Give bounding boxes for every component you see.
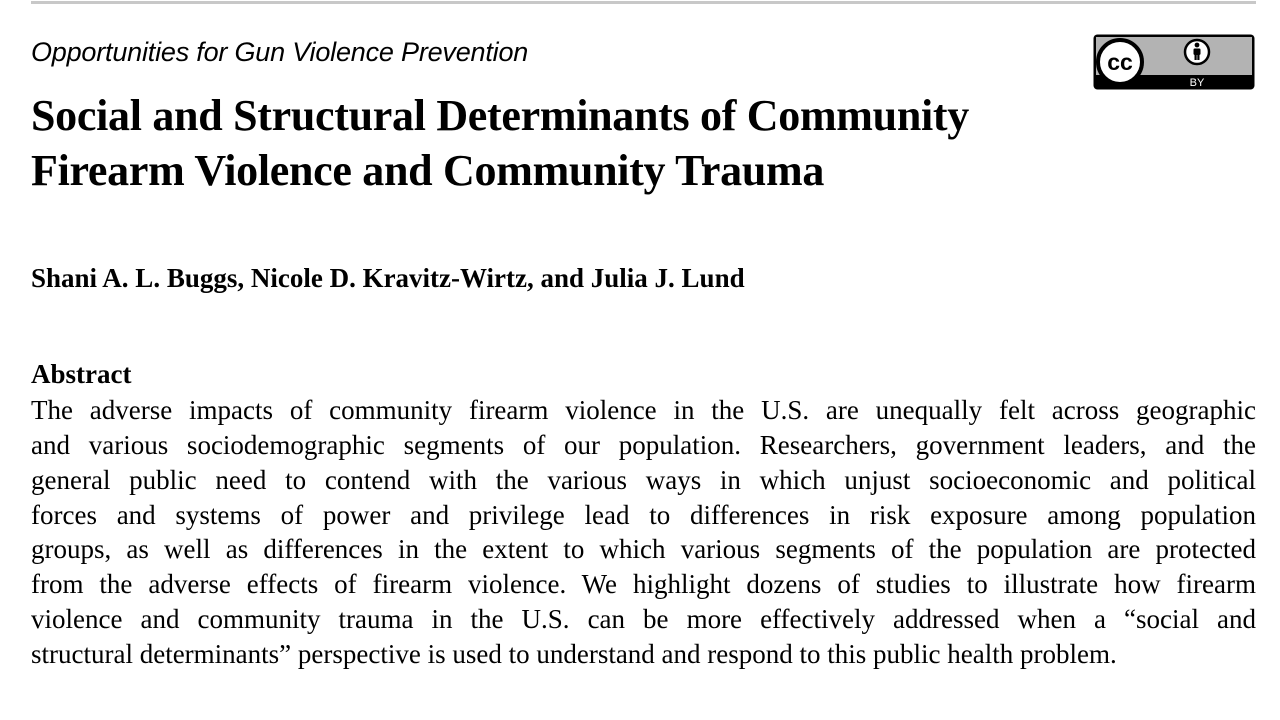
paper-title — [31, 88, 969, 198]
cc-text: cc — [1107, 49, 1133, 75]
abstract-line: The adverse impacts of community firearm violence in the U.S. are unequally felt across geographic — [31, 395, 1256, 425]
abstract-line: forces and systems of power and privilege lead to differences in risk exposure among population — [31, 499, 1256, 530]
by-text: BY — [1189, 77, 1205, 89]
title-line: Firearm Violence and Community Trauma — [31, 146, 825, 195]
abstract-heading: Abstract — [31, 359, 132, 389]
abstract-line: and various sociodemographic segments of our population. Researchers, government leaders, and the — [31, 429, 1256, 460]
abstract-line: structural determinants” perspective is used to understand and respond to this public health problem. — [31, 638, 1117, 669]
abstract-line: violence and community trauma in the U.S. can be more effectively addressed when a “social and — [31, 604, 1256, 635]
top-rule — [31, 1, 1256, 4]
title-line: Social and Structural Determinants of Community — [31, 91, 969, 140]
abstract-line: groups, as well as differences in the extent to which various segments of the population are protected — [31, 534, 1256, 565]
abstract-line: general public need to contend with the various ways in which unjust socioeconomic and political — [31, 464, 1256, 495]
author-list: Shani A. L. Buggs, Nicole D. Kravitz-Wirtz, and Julia J. Lund — [31, 263, 745, 293]
series-label: Opportunities for Gun Violence Prevention — [31, 37, 529, 67]
attribution-person-icon — [1185, 40, 1209, 64]
abstract-body — [31, 393, 1256, 672]
cc-by-license-badge[interactable] — [1093, 34, 1255, 90]
abstract-line: from the adverse effects of firearm violence. We highlight dozens of studies to illustrate how firearm — [31, 569, 1256, 600]
